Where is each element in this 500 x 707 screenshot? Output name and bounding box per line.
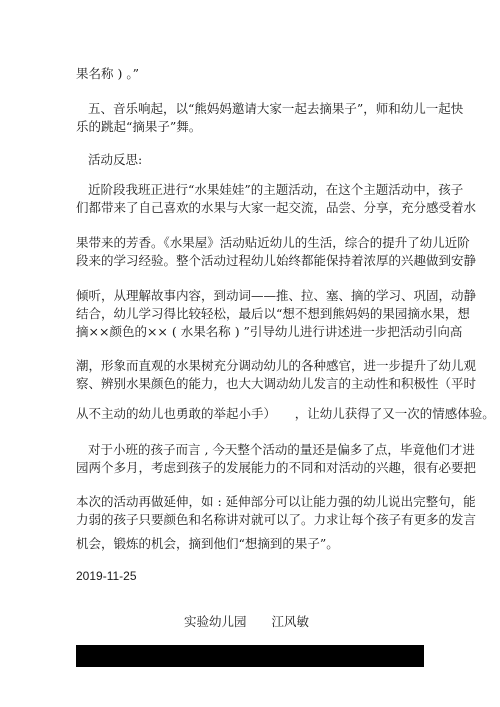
text-line: 倾听，从理解故事内容，到动词——推、拉、塞、摘的学习、巩固，动静: [76, 288, 477, 303]
text-line: 摘××颜色的×× ( 水果名称 ) ”引导幼儿进行讲述进一步把活动引向高: [76, 324, 463, 339]
text-line: 果名称 ) 。”: [76, 66, 139, 81]
text-line: 园两个多月，考虑到孩子的发展能力的不同和对活动的兴趣，很有必要把: [76, 460, 477, 475]
text-line: 结合，幼儿学习得比较轻松，最后以“想不想到熊妈妈的果园摘水果，想: [76, 306, 470, 321]
signature-line: 实验幼儿园 江风敏: [184, 614, 310, 629]
text-line: 乐的跳起“摘果子”舞。: [76, 119, 202, 134]
text-line: 们都带来了自己喜欢的水果与大家一起交流，品尝、分享，充分感受着水: [76, 200, 477, 215]
section-heading: 活动反思:: [88, 152, 143, 167]
footer-bar: [76, 645, 424, 667]
text-line: 潮，形象而直观的水果树充分调动幼儿的各种感官，进一步提升了幼儿观: [76, 358, 477, 373]
text-line: 近阶段我班正进行“水果娃娃”的主题活动，在这个主题活动中，孩子: [88, 182, 464, 197]
text-line: 本次的活动再做延伸，如 : 延伸部分可以让能力强的幼儿说出完整句，能: [76, 494, 476, 509]
text-line: 从不主动的幼儿也勇敢的举起小手） ，让幼儿获得了又一次的情感体验。: [76, 406, 495, 421]
text-line: 果带来的芳香。《水果屋》活动贴近幼儿的生活，综合的提升了幼儿近阶: [76, 235, 470, 250]
text-line: 力弱的孩子只要颜色和名称讲对就可以了。力求让每个孩子有更多的发言: [76, 512, 477, 527]
text-line: 段来的学习经验。整个活动过程幼儿始终都能保持着浓厚的兴趣做到安静: [76, 253, 477, 268]
document-date: 2019-11-25: [76, 569, 137, 583]
text-line: 对于小班的孩子而言 , 今天整个活动的量还是偏多了点，毕竟他们才进: [88, 442, 475, 457]
text-line: 机会，锻炼的机会，摘到他们“想摘到的果子”。: [76, 536, 339, 551]
text-line: 五、音乐响起，以“熊妈妈邀请大家一起去摘果子”，师和幼儿一起快: [88, 101, 464, 116]
text-line: 察、辨别水果颜色的能力，也大大调动幼儿发言的主动性和积极性（平时: [76, 376, 477, 391]
